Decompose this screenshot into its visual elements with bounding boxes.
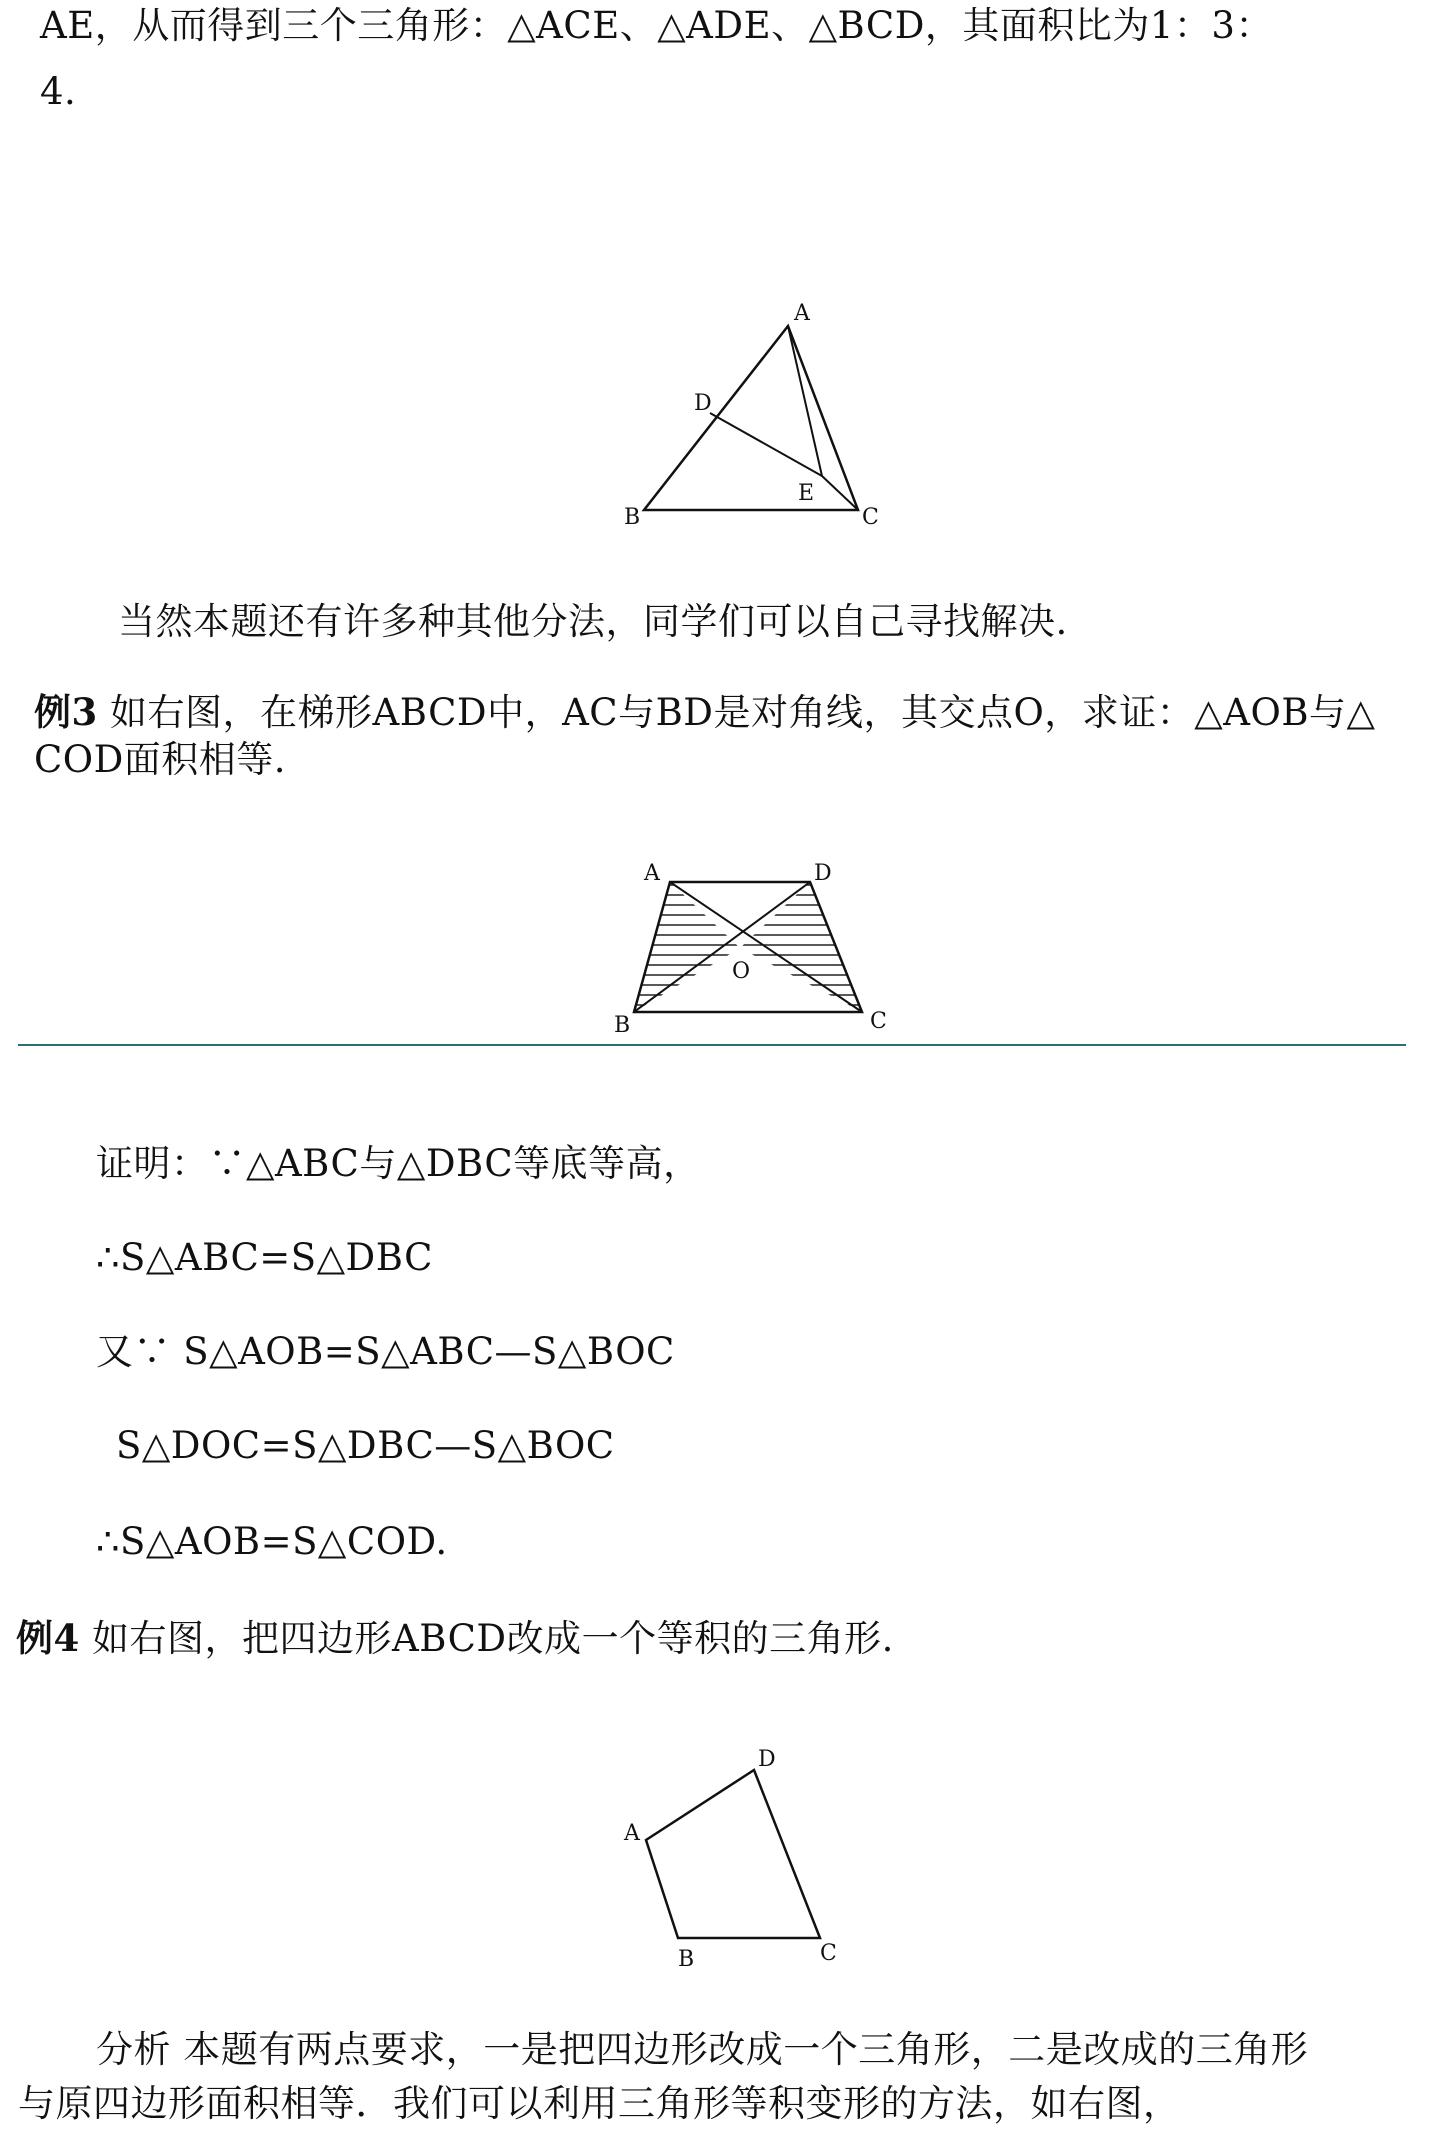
triangle-aob-hatched — [634, 882, 740, 1012]
quadrilateral-figure — [610, 1740, 870, 1980]
example-3-line-1 — [34, 688, 1375, 737]
example-3-text: 如右图，在梯形ABCD中，AC与BD是对角线，其交点O，求证：△AOB与△ — [110, 691, 1376, 734]
proof-line-1: 证明：∵△ABC与△DBC等底等高， — [96, 1142, 701, 1185]
label-B: B — [678, 1947, 695, 1972]
label-B: B — [614, 1013, 631, 1038]
label-C: C — [862, 505, 879, 530]
analysis-line-2: 与原四边形面积相等．我们可以利用三角形等积变形的方法，如右图， — [18, 2082, 1181, 2125]
quadrilateral-abcd — [646, 1770, 820, 1938]
label-D: D — [758, 1747, 776, 1772]
intro-line-1: AE，从而得到三个三角形：△ACE、△ADE、△BCD，其面积比为1：3： — [40, 4, 1273, 47]
label-B: B — [624, 505, 641, 530]
example-3-label: 例3 — [34, 690, 98, 734]
label-D: D — [814, 861, 832, 886]
proof-line-2: ∴S△ABC=S△DBC — [96, 1236, 433, 1279]
label-O: O — [732, 959, 751, 984]
analysis-line-1: 分析 本题有两点要求，一是把四边形改成一个三角形，二是改成的三角形 — [96, 2028, 1309, 2071]
triangle-cod-hatched — [740, 882, 862, 1012]
label-C: C — [870, 1009, 887, 1034]
label-D: D — [694, 391, 712, 416]
example-4-text: 如右图，把四边形ABCD改成一个等积的三角形. — [92, 1617, 894, 1660]
triangle-abc — [644, 326, 858, 510]
label-C: C — [820, 1941, 837, 1966]
proof-line-3: 又∵ S△AOB=S△ABC—S△BOC — [96, 1330, 675, 1373]
segment-de — [710, 413, 822, 476]
label-A: A — [644, 861, 660, 886]
label-A: A — [794, 301, 810, 326]
proof-line-5: ∴S△AOB=S△COD. — [96, 1520, 448, 1563]
example-4-label: 例4 — [16, 1616, 80, 1660]
label-E: E — [798, 481, 815, 506]
triangle-figure-1 — [600, 290, 900, 550]
example-3-line-2: COD面积相等. — [34, 738, 287, 781]
intro-line-2: 4. — [40, 70, 77, 113]
label-A: A — [624, 1821, 640, 1846]
note-text: 当然本题还有许多种其他分法，同学们可以自己寻找解决. — [118, 600, 1068, 643]
trapezoid-figure — [590, 860, 910, 1040]
proof-line-4: S△DOC=S△DBC—S△BOC — [116, 1424, 615, 1467]
divider-line — [18, 1044, 1406, 1046]
example-4-line — [16, 1614, 894, 1663]
